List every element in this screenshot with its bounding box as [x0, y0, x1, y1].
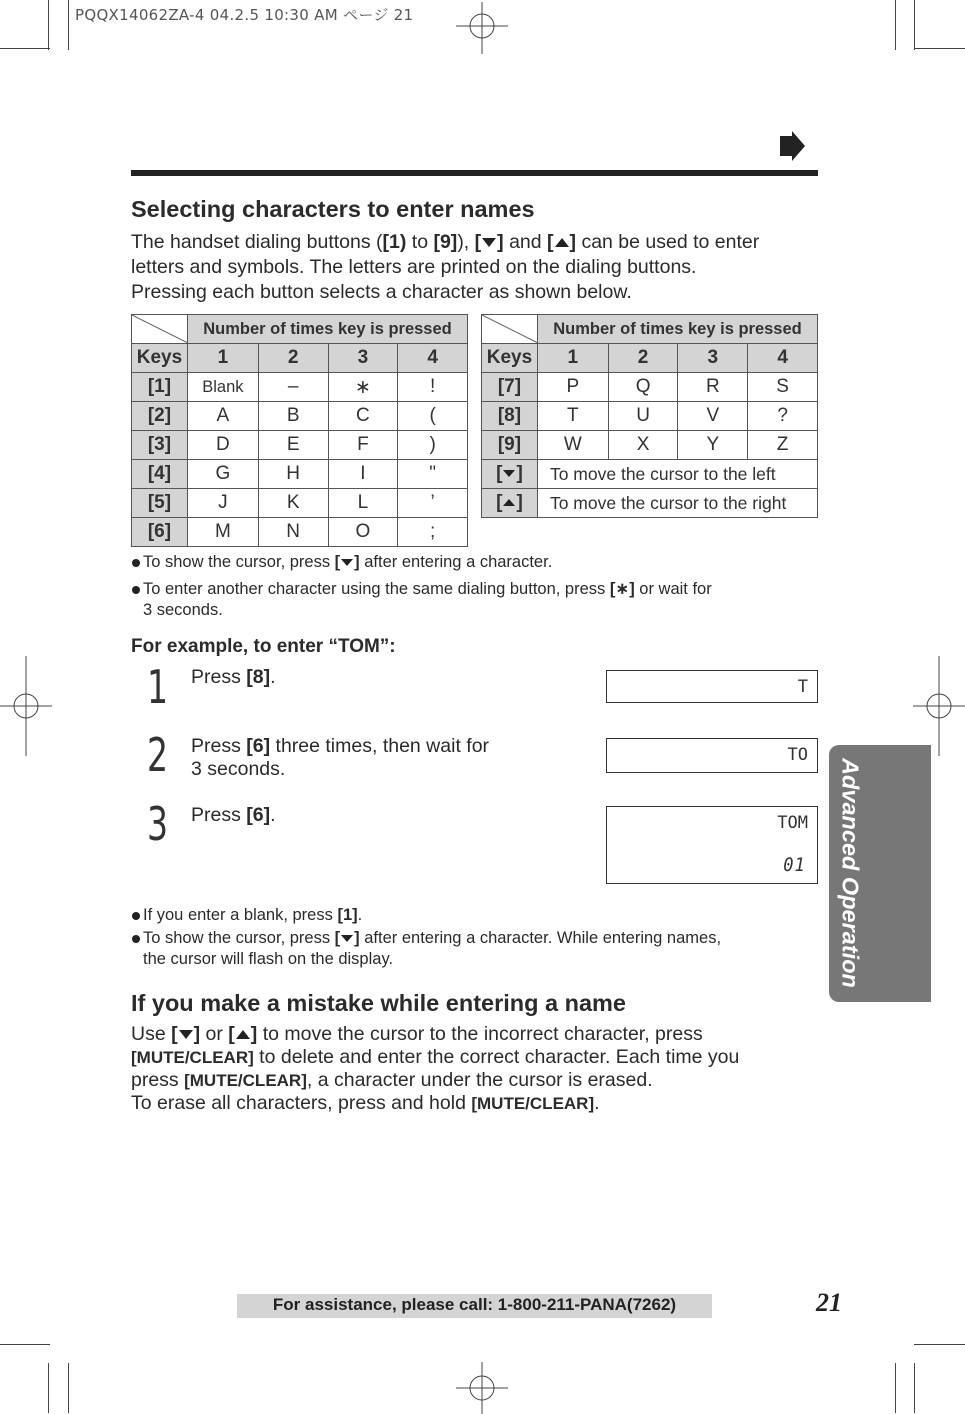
crop-mark — [895, 1363, 896, 1413]
table-row — [132, 373, 468, 402]
table-row — [482, 373, 818, 402]
table-cell: G — [187, 460, 258, 489]
table-cell: F — [328, 431, 398, 460]
crop-mark — [68, 0, 69, 50]
table-cell: E — [258, 431, 328, 460]
display-text: TO — [787, 745, 808, 765]
table-row — [482, 489, 818, 518]
notes-list-2 — [131, 905, 821, 970]
crop-mark — [68, 1363, 69, 1413]
display-counter: 01 — [783, 854, 806, 876]
table-cell: Z — [748, 431, 818, 460]
paragraph-line: Use [ ] or [ ] to move the cursor to the incorrect character, press — [131, 1023, 703, 1045]
table-cell: I — [328, 460, 398, 489]
list-item: To show the cursor, press [ ] after entering a character. While entering names, the cursor will flash on the display. — [131, 928, 821, 970]
paragraph-line: press [MUTE/CLEAR], a character under the cursor is erased. — [131, 1069, 653, 1091]
cursor-right-key-icon: [ ] — [482, 489, 538, 518]
display-screen — [606, 738, 818, 773]
table-cell: H — [258, 460, 328, 489]
registration-mark-icon — [456, 1362, 508, 1414]
table-cell: " — [398, 460, 468, 489]
crop-mark — [0, 48, 50, 49]
key-label: [7] — [482, 373, 538, 402]
table-cell: S — [748, 373, 818, 402]
crop-mark — [48, 1363, 49, 1413]
table-cell: Q — [608, 373, 678, 402]
column-header: 3 — [678, 344, 748, 373]
step-text: Press [6] three times, then wait for 3 seconds. — [191, 735, 490, 780]
side-tab-label: Advanced Operation — [837, 758, 864, 988]
keys-label: Keys — [132, 344, 188, 373]
page-number: 21 — [816, 1288, 842, 1317]
table-row — [482, 460, 818, 489]
paragraph-line: To erase all characters, press and hold [MUTE/CLEAR]. — [131, 1092, 600, 1114]
table-cell: V — [678, 402, 748, 431]
crop-mark — [914, 0, 915, 50]
table-cell: W — [537, 431, 608, 460]
cursor-left-key-icon: [ ] — [482, 460, 538, 489]
key-label: [6] — [132, 518, 188, 547]
section-title-mistake: If you make a mistake while entering a name — [131, 990, 626, 1016]
down-key-icon: [ ] — [334, 553, 360, 571]
step-text: Press [8]. — [191, 666, 276, 688]
list-item: To enter another character using the same dialing button, press [∗] or wait for 3 seconds. — [131, 579, 821, 621]
table-cell: ! — [398, 373, 468, 402]
continue-arrow-icon — [778, 131, 806, 161]
table-cell: ? — [748, 402, 818, 431]
table-cell: To move the cursor to the left — [537, 460, 817, 489]
table-cell: R — [678, 373, 748, 402]
table-cell: D — [187, 431, 258, 460]
display-screen — [606, 670, 818, 703]
table-cell: M — [187, 518, 258, 547]
footer-assistance: For assistance, please call: 1-800-211-PANA(7262) — [272, 1295, 677, 1314]
column-header: 4 — [398, 344, 468, 373]
column-header: 1 — [187, 344, 258, 373]
star-key-icon: [∗] — [609, 580, 635, 598]
table-corner — [482, 315, 538, 344]
crop-mark — [914, 1363, 915, 1413]
table-row — [132, 460, 468, 489]
intro-paragraph — [131, 230, 759, 305]
down-key-icon: [ ] — [474, 231, 504, 253]
column-header: 2 — [608, 344, 678, 373]
key-label: [2] — [132, 402, 188, 431]
print-header: PQQX14062ZA-4 04.2.5 10:30 AM ページ 21 — [75, 6, 414, 24]
character-table-left — [131, 314, 468, 547]
keys-label: Keys — [482, 344, 538, 373]
table-cell: P — [537, 373, 608, 402]
display-screen — [606, 806, 818, 884]
up-key-icon: [ ] — [547, 231, 577, 253]
list-item: If you enter a blank, press [1]. — [131, 905, 821, 926]
step-number: 2 — [147, 728, 169, 782]
table-cell: B — [258, 402, 328, 431]
step-number: 3 — [147, 797, 169, 851]
column-header: 2 — [258, 344, 328, 373]
table-cell: X — [608, 431, 678, 460]
key-label: [5] — [132, 489, 188, 518]
table-cell: Y — [678, 431, 748, 460]
crop-mark — [895, 0, 896, 50]
example-title: For example, to enter “TOM”: — [131, 636, 396, 657]
down-key-icon: [ ] — [171, 1023, 201, 1045]
key-label: [3] — [132, 431, 188, 460]
table-cell: N — [258, 518, 328, 547]
character-table-right — [481, 314, 818, 518]
table-cell: C — [328, 402, 398, 431]
top-rule — [131, 170, 818, 176]
registration-mark-icon — [456, 2, 508, 54]
key-label: [8] — [482, 402, 538, 431]
table-cell: L — [328, 489, 398, 518]
table-cell: ’ — [398, 489, 468, 518]
table-cell: Blank — [187, 373, 258, 402]
step-number: 1 — [147, 660, 169, 714]
table-corner — [132, 315, 188, 344]
up-key-icon: [ ] — [228, 1023, 258, 1045]
table-cell: A — [187, 402, 258, 431]
table-row — [482, 402, 818, 431]
step-text: Press [6]. — [191, 804, 276, 826]
table-header: Number of times key is pressed — [187, 315, 467, 344]
crop-mark — [914, 1344, 965, 1345]
table-cell: U — [608, 402, 678, 431]
mistake-paragraph — [131, 1023, 739, 1115]
crop-mark — [48, 0, 49, 50]
table-cell: – — [258, 373, 328, 402]
table-cell: ( — [398, 402, 468, 431]
table-cell: ∗ — [328, 373, 398, 402]
paragraph-line: [MUTE/CLEAR] to delete and enter the correct character. Each time you — [131, 1046, 740, 1068]
table-header: Number of times key is pressed — [537, 315, 817, 344]
list-item: To show the cursor, press [ ] after entering a character. — [131, 552, 821, 573]
table-cell: T — [537, 402, 608, 431]
table-row — [132, 489, 468, 518]
table-row — [132, 431, 468, 460]
table-cell: ; — [398, 518, 468, 547]
table-cell: To move the cursor to the right — [537, 489, 817, 518]
crop-mark — [914, 48, 965, 49]
section-title-selecting-characters: Selecting characters to enter names — [131, 196, 535, 222]
table-cell: O — [328, 518, 398, 547]
notes-list-1 — [131, 552, 821, 621]
down-key-icon: [ ] — [334, 929, 360, 947]
table-cell: K — [258, 489, 328, 518]
intro-line-1: The handset dialing buttons ([1) to [9]), [ ] and [ ] can be used to enter — [131, 231, 760, 253]
column-header: 3 — [328, 344, 398, 373]
key-label: [4] — [132, 460, 188, 489]
crop-mark — [0, 1344, 50, 1345]
registration-mark-icon — [913, 656, 965, 756]
key-label: [9] — [482, 431, 538, 460]
table-row — [482, 431, 818, 460]
display-text: T — [797, 677, 808, 697]
intro-line-3: Pressing each button selects a character as shown below. — [131, 281, 632, 303]
column-header: 1 — [537, 344, 608, 373]
column-header: 4 — [748, 344, 818, 373]
table-cell: ) — [398, 431, 468, 460]
display-text: TOM — [777, 813, 808, 833]
key-label: [1] — [132, 373, 188, 402]
table-row — [132, 518, 468, 547]
registration-mark-icon — [0, 656, 52, 756]
table-cell: J — [187, 489, 258, 518]
table-row — [132, 402, 468, 431]
intro-line-2: letters and symbols. The letters are printed on the dialing buttons. — [131, 256, 697, 278]
